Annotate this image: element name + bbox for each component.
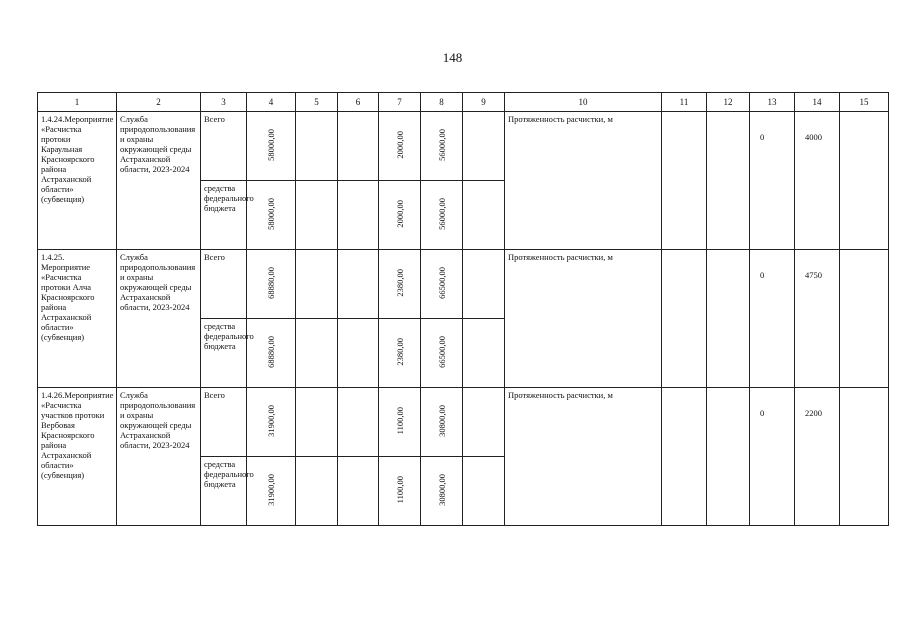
funding-source-cell: средства федерального бюджета bbox=[201, 181, 247, 250]
amount-value: 31900,00 bbox=[266, 405, 276, 437]
indicator-value: 4750 bbox=[795, 250, 840, 388]
header-cell: 1 bbox=[38, 93, 117, 112]
table-row bbox=[38, 112, 889, 181]
amount-value: 1100,00 bbox=[394, 407, 405, 435]
indicator-value: 4000 bbox=[795, 112, 840, 250]
amount-cell bbox=[421, 319, 463, 388]
empty-cell bbox=[338, 181, 379, 250]
amount-value: 56000,00 bbox=[436, 129, 447, 161]
executor-cell: Служба природопользования и охраны окружающей среды Астраханской области, 2023-2024 bbox=[117, 250, 201, 388]
header-row bbox=[38, 93, 889, 112]
header-cell: 3 bbox=[201, 93, 247, 112]
table-row bbox=[38, 250, 889, 319]
indicator-value: 0 bbox=[750, 250, 795, 388]
empty-cell bbox=[662, 388, 707, 526]
amount-cell bbox=[421, 112, 463, 181]
page-number: 148 bbox=[442, 50, 463, 65]
activity-cell: 1.4.24.Мероприятие «Расчистка протоки Караульная Красноярского района Астраханской области» (субвенция) bbox=[38, 112, 117, 250]
empty-cell bbox=[296, 388, 338, 457]
amount-cell bbox=[379, 112, 421, 181]
header-cell: 9 bbox=[463, 93, 505, 112]
amount-value: 2000,00 bbox=[394, 200, 405, 228]
funding-source-cell: средства федерального бюджета bbox=[201, 319, 247, 388]
amount-value: 30800,00 bbox=[436, 405, 447, 437]
amount-value: 58000,00 bbox=[266, 129, 276, 161]
empty-cell bbox=[662, 112, 707, 250]
empty-cell bbox=[296, 112, 338, 181]
header-cell: 15 bbox=[840, 93, 889, 112]
amount-cell bbox=[379, 250, 421, 319]
header-cell: 13 bbox=[750, 93, 795, 112]
amount-cell bbox=[247, 388, 296, 457]
header-cell: 12 bbox=[707, 93, 750, 112]
empty-cell bbox=[296, 250, 338, 319]
header-cell: 6 bbox=[338, 93, 379, 112]
empty-cell bbox=[463, 319, 505, 388]
indicator-cell: Протяженность расчистки, м bbox=[505, 388, 662, 526]
table-row bbox=[38, 388, 889, 457]
funding-source-cell: средства федерального бюджета bbox=[201, 457, 247, 526]
executor-cell: Служба природопользования и охраны окружающей среды Астраханской области, 2023-2024 bbox=[117, 112, 201, 250]
header-cell: 2 bbox=[117, 93, 201, 112]
empty-cell bbox=[338, 457, 379, 526]
empty-cell bbox=[707, 388, 750, 526]
amount-value: 2000,00 bbox=[394, 131, 405, 159]
amount-cell bbox=[421, 388, 463, 457]
funding-source-cell: Всего bbox=[201, 250, 247, 319]
amount-value: 2380,00 bbox=[394, 338, 405, 366]
amount-cell bbox=[247, 181, 296, 250]
empty-cell bbox=[463, 112, 505, 181]
indicator-value: 0 bbox=[750, 388, 795, 526]
funding-source-cell: Всего bbox=[201, 388, 247, 457]
empty-cell bbox=[338, 250, 379, 319]
empty-cell bbox=[296, 181, 338, 250]
header-cell: 5 bbox=[296, 93, 338, 112]
indicator-value: 2200 bbox=[795, 388, 840, 526]
empty-cell bbox=[338, 112, 379, 181]
amount-cell bbox=[247, 457, 296, 526]
amount-cell bbox=[379, 319, 421, 388]
amount-cell bbox=[247, 319, 296, 388]
amount-value: 30800,00 bbox=[436, 474, 447, 506]
empty-cell bbox=[463, 388, 505, 457]
empty-cell bbox=[338, 388, 379, 457]
amount-cell bbox=[421, 457, 463, 526]
indicator-value: 0 bbox=[750, 112, 795, 250]
empty-cell bbox=[840, 112, 889, 250]
amount-cell bbox=[247, 250, 296, 319]
amount-value: 66500,00 bbox=[436, 336, 447, 368]
header-cell: 10 bbox=[505, 93, 662, 112]
amount-value: 66500,00 bbox=[436, 267, 447, 299]
amount-cell bbox=[379, 388, 421, 457]
header-cell: 7 bbox=[379, 93, 421, 112]
empty-cell bbox=[463, 457, 505, 526]
indicator-cell: Протяженность расчистки, м bbox=[505, 250, 662, 388]
amount-value: 1100,00 bbox=[394, 476, 405, 504]
empty-cell bbox=[338, 319, 379, 388]
empty-cell bbox=[463, 250, 505, 319]
activity-cell: 1.4.25. Мероприятие «Расчистка протоки Алча Красноярского района Астраханской области» (субвенция) bbox=[38, 250, 117, 388]
amount-value: 58000,00 bbox=[266, 198, 276, 230]
activity-cell: 1.4.26.Мероприятие «Расчистка участков протоки Вербовая Красноярского района Астраханской области» (субвенция) bbox=[38, 388, 117, 526]
amount-value: 56000,00 bbox=[436, 198, 447, 230]
empty-cell bbox=[840, 388, 889, 526]
program-table bbox=[37, 92, 889, 526]
empty-cell bbox=[296, 457, 338, 526]
amount-value: 68880,00 bbox=[266, 336, 276, 368]
amount-value: 2380,00 bbox=[394, 269, 405, 297]
amount-cell bbox=[379, 457, 421, 526]
amount-value: 31900,00 bbox=[266, 474, 276, 506]
empty-cell bbox=[707, 250, 750, 388]
indicator-cell: Протяженность расчистки, м bbox=[505, 112, 662, 250]
header-cell: 14 bbox=[795, 93, 840, 112]
funding-source-cell: Всего bbox=[201, 112, 247, 181]
amount-cell bbox=[421, 181, 463, 250]
empty-cell bbox=[463, 181, 505, 250]
header-cell: 8 bbox=[421, 93, 463, 112]
amount-value: 68880,00 bbox=[266, 267, 276, 299]
executor-cell: Служба природопользования и охраны окружающей среды Астраханской области, 2023-2024 bbox=[117, 388, 201, 526]
empty-cell bbox=[840, 250, 889, 388]
empty-cell bbox=[662, 250, 707, 388]
amount-cell bbox=[379, 181, 421, 250]
header-cell: 11 bbox=[662, 93, 707, 112]
empty-cell bbox=[296, 319, 338, 388]
header-cell: 4 bbox=[247, 93, 296, 112]
amount-cell bbox=[247, 112, 296, 181]
empty-cell bbox=[707, 112, 750, 250]
amount-cell bbox=[421, 250, 463, 319]
